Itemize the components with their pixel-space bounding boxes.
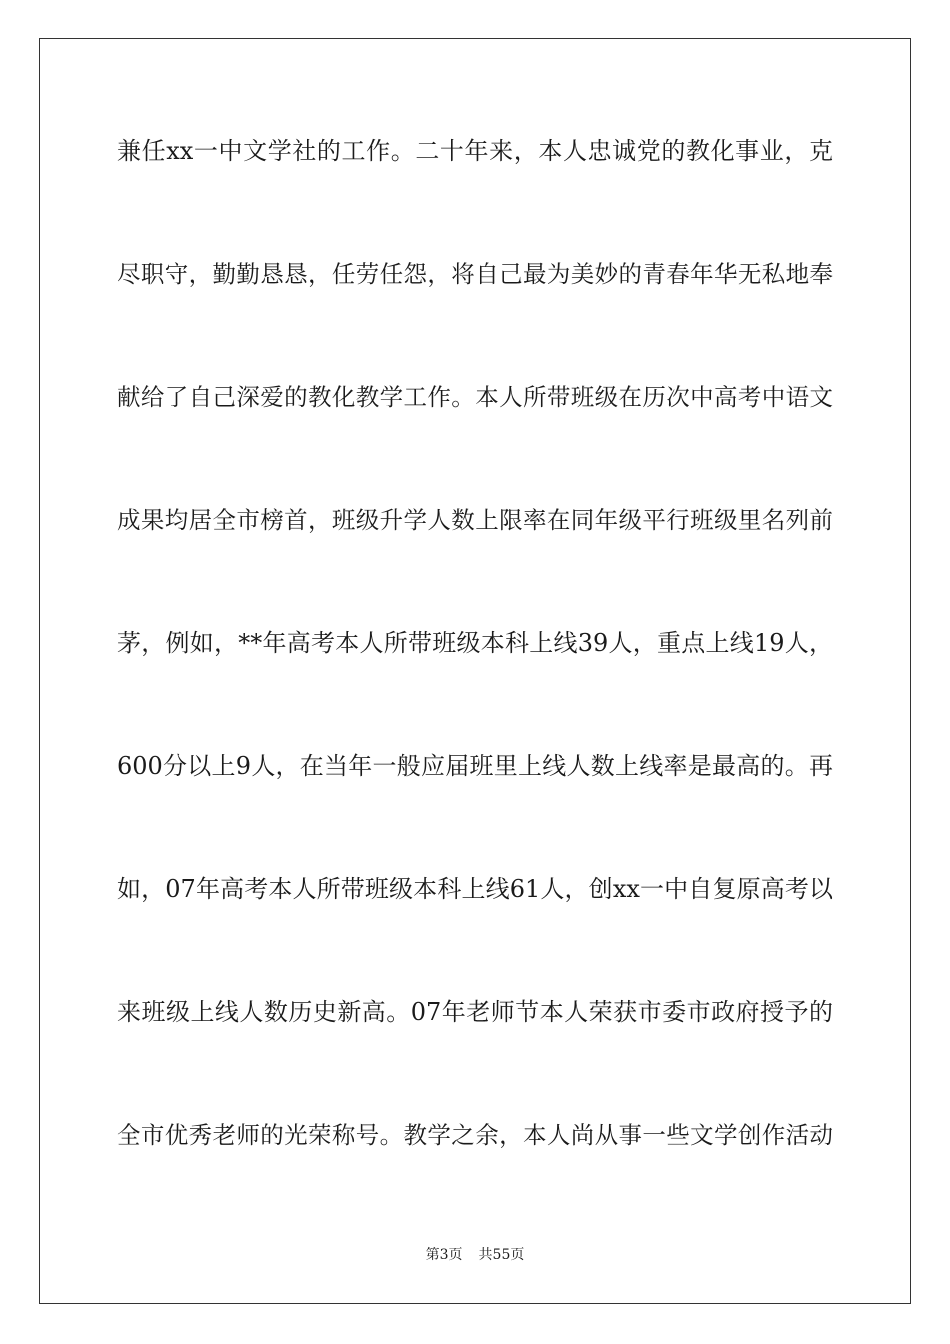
text-line: 成果均居全市榜首，班级升学人数上限率在同年级平行班级里名列前: [117, 506, 833, 534]
text-line: 茅，例如，**年高考本人所带班级本科上线39人，重点上线19人，: [117, 629, 833, 657]
document-body: [117, 121, 833, 1228]
page-footer: [0, 1245, 950, 1265]
text-line: 兼任xx一中文学社的工作。二十年来，本人忠诚党的教化事业，克: [117, 137, 833, 165]
total-pages: 共55页: [478, 1247, 525, 1263]
text-line: 全市优秀老师的光荣称号。教学之余，本人尚从事一些文学创作活动: [117, 1121, 833, 1149]
page-number: 第3页: [425, 1247, 463, 1263]
text-line: 献给了自己深爱的教化教学工作。本人所带班级在历次中高考中语文: [117, 383, 833, 411]
text-line: 来班级上线人数历史新高。07年老师节本人荣获市委市政府授予的: [117, 998, 833, 1026]
text-line: 600分以上9人，在当年一般应届班里上线人数上线率是最高的。再: [117, 752, 833, 780]
text-line: 如，07年高考本人所带班级本科上线61人，创xx一中自复原高考以: [117, 875, 833, 903]
text-line: 尽职守，勤勤恳恳，任劳任怨，将自己最为美妙的青春年华无私地奉: [117, 260, 833, 288]
